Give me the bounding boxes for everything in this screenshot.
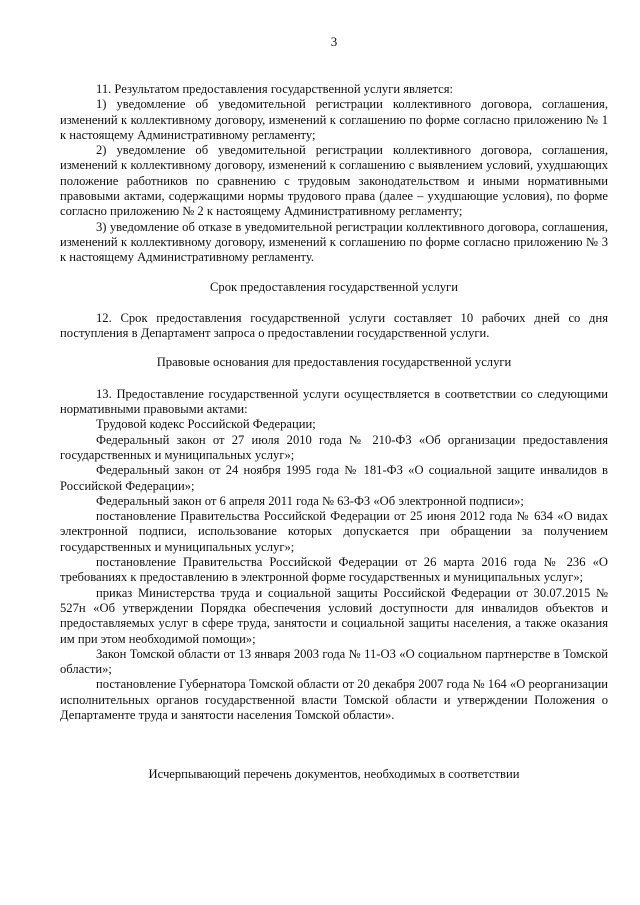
heading-documents-list: Исчерпывающий перечень документов, необходимых в соответствии xyxy=(148,767,520,782)
legal-act-item: приказ Министерства труда и социальной защиты Российской Федерации от 30.07.2015 № 527н «Об утверждении Порядка обеспечения условий доступности для инвалидов объектов и предоставляемых услуг в сфере труда, занятости и социальной защиты населения, а также оказания им при этом необходимой помощи»; xyxy=(60,585,608,646)
legal-act-item: Федеральный закон от 27 июля 2010 года № 210-ФЗ «Об организации предоставления государственных и муниципальных услуг»; xyxy=(60,432,608,462)
section-11-intro: 11. Результатом предоставления государственной услуги является: xyxy=(96,82,454,96)
section-11-item-1: 1) уведомление об уведомительной регистрации коллективного договора, соглашения, изменений к коллективному договору, изменений к соглашению по форме согласно приложению № 1 к настоящему Административному регламенту; xyxy=(60,97,608,142)
legal-act-item: Закон Томской области от 13 января 2003 года № 11-ОЗ «О социальном партнерстве в Томской области»; xyxy=(60,646,608,677)
heading-legal-basis: Правовые основания для предоставления государственной услуги xyxy=(156,355,512,370)
section-13-intro: 13. Предоставление государственной услуги осуществляется в соответствии со следующими нормативными правовыми актами: xyxy=(60,386,608,417)
document-body xyxy=(60,82,608,783)
heading-service-term: Срок предоставления государственной услуги xyxy=(210,279,458,294)
section-12: 12. Срок предоставления государственной услуги составляет 10 рабочих дней со дня поступления в Департамент запроса о предоставлении государственной услуги. xyxy=(60,310,608,341)
legal-act-item: Федеральный закон от 24 ноября 1995 года № 181-ФЗ «О социальной защите инвалидов в Российской Федерации»; xyxy=(60,463,608,493)
legal-act-item: Федеральный закон от 6 апреля 2011 года № 63-ФЗ «Об электронной подписи»; xyxy=(96,493,524,508)
section-11-item-3: 3) уведомление об отказе в уведомительной регистрации коллективного договора, соглашения, изменений к коллективному договору, изменений к соглашению по форме согласно приложению № 3 к настоящему Административному регламенту. xyxy=(60,219,608,265)
page-number: 3 xyxy=(330,34,338,49)
legal-act-item: постановление Правительства Российской Федерации от 26 марта 2016 года № 236 «О требованиях к предоставлению в электронной форме государственных и муниципальных услуг»; xyxy=(60,555,608,585)
legal-act-item: постановление Губернатора Томской области от 20 декабря 2007 года № 164 «О реорганизации исполнительных органов государственной власти Томской области и утверждении Положения о Департаменте труда и занятости населения Томской области». xyxy=(60,677,608,722)
legal-act-item: Трудовой кодекс Российской Федерации; xyxy=(96,417,316,432)
legal-act-item: постановление Правительства Российской Федерации от 25 июня 2012 года № 634 «О видах электронной подписи, использование которых допускается при обращении за получением государственных и муниципальных услуг»; xyxy=(60,509,608,554)
section-11-item-2: 2) уведомление об уведомительной регистрации коллективного договора, соглашения, изменений к коллективному договору, изменений к соглашению с выявлением условий, ухудшающих положение работников по сравнению с трудовым законодательством и иными нормативными правовыми актами, содержащими нормы трудового права (далее – ухудшающие условия), по форме согласно приложению № 2 к настоящему Административному регламенту; xyxy=(60,143,608,219)
